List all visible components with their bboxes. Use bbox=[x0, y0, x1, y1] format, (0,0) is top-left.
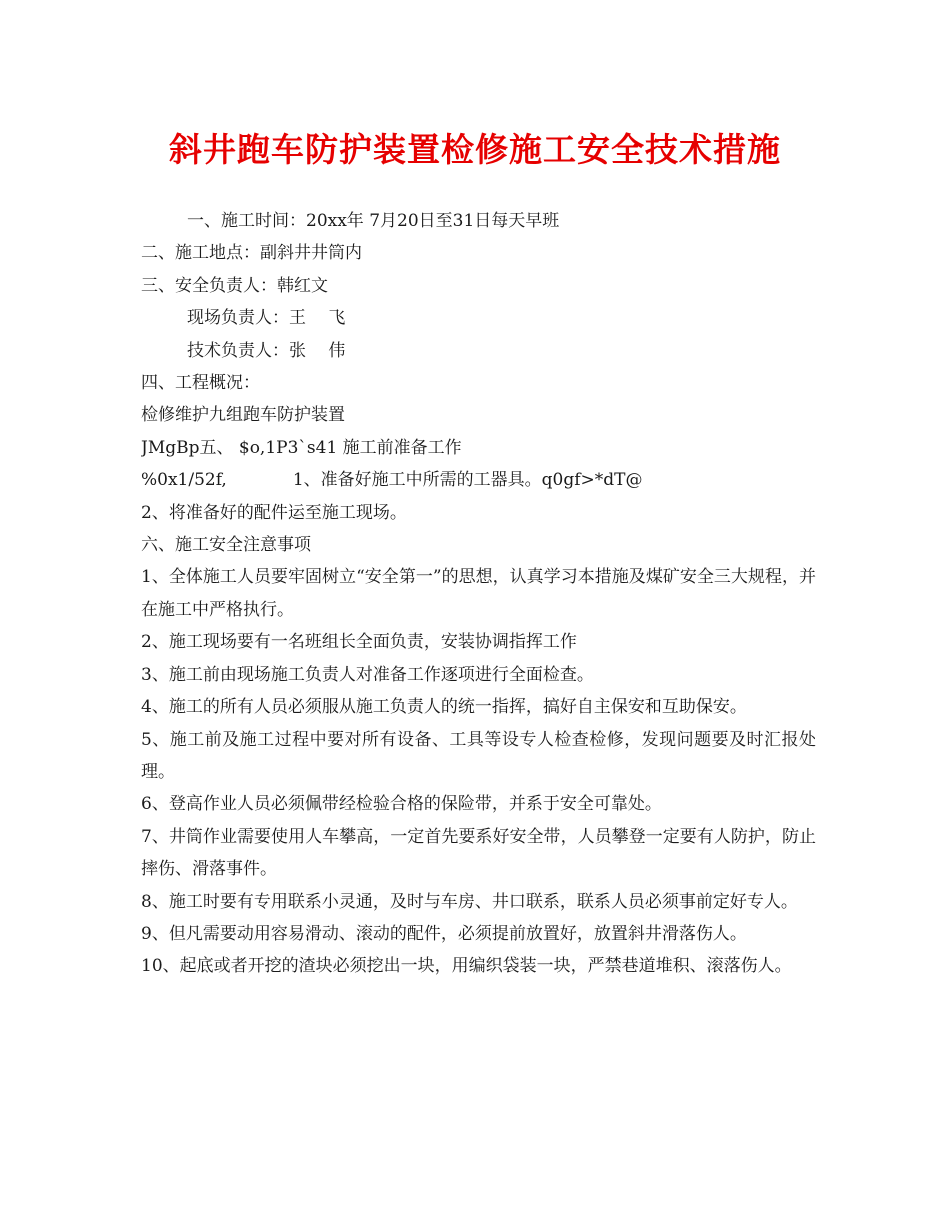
safety-note-7: 7、井筒作业需要使用人车攀高，一定首先要系好安全带，人员攀登一定要有人防护，防止摔伤、滑落事件。 bbox=[141, 826, 816, 880]
section-construction-time: 一、施工时间：20xx年 7月20日至31日每天早班 bbox=[187, 211, 560, 231]
document-body bbox=[141, 205, 816, 983]
safety-note-10: 10、起底或者开挖的渣块必须挖出一块，用编织袋装一块，严禁巷道堆积、滚落伤人。 bbox=[141, 956, 792, 977]
site-lead: 现场负责人：王 飞 bbox=[187, 308, 346, 329]
technical-lead: 技术负责人：张 伟 bbox=[187, 340, 346, 361]
safety-note-8: 8、施工时要有专用联系小灵通，及时与车房、井口联系，联系人员必须事前定好专人。 bbox=[141, 891, 798, 912]
safety-note-9: 9、但凡需要动用容易滑动、滚动的配件，必须提前放置好，放置斜井滑落伤人。 bbox=[141, 923, 747, 944]
section-safety-notes: 六、施工安全注意事项 bbox=[141, 535, 311, 556]
document-title: 斜井跑车防护装置检修施工安全技术措施 bbox=[169, 130, 781, 169]
safety-note-4: 4、施工的所有人员必须服从施工负责人的统一指挥，搞好自主保安和互助保安。 bbox=[141, 697, 747, 718]
section-construction-site: 二、施工地点：副斜井井筒内 bbox=[141, 243, 362, 264]
preparation-item-1-text: 1、准备好施工中所需的工器具。q0gf>*dT@ bbox=[292, 470, 643, 491]
project-overview-text: 检修维护九组跑车防护装置 bbox=[141, 405, 345, 426]
section-project-overview: 四、工程概况： bbox=[141, 373, 260, 394]
section-safety-lead: 三、安全负责人：韩红文 bbox=[141, 275, 328, 296]
preparation-item-1 bbox=[141, 464, 816, 496]
preparation-item-2: 2、将准备好的配件运至施工现场。 bbox=[141, 502, 407, 523]
preparation-prefix: %0x1/52f, bbox=[141, 470, 227, 491]
safety-note-5: 5、施工前及施工过程中要对所有设备、工具等设专人检查检修，发现问题要及时汇报处理。 bbox=[141, 729, 816, 782]
safety-note-1: 1、全体施工人员要牢固树立“安全第一”的思想，认真学习本措施及煤矿安全三大规程，并在施工中严格执行。 bbox=[141, 567, 816, 620]
safety-note-2: 2、施工现场要有一名班组长全面负责，安装协调指挥工作 bbox=[141, 632, 577, 653]
safety-note-6: 6、登高作业人员必须佩带经检验合格的保险带，并系于安全可靠处。 bbox=[141, 794, 662, 815]
section-preparation: JMgBp五、 $o,1P3`s41 施工前准备工作 bbox=[141, 437, 462, 458]
safety-note-3: 3、施工前由现场施工负责人对准备工作逐项进行全面检查。 bbox=[141, 664, 594, 685]
